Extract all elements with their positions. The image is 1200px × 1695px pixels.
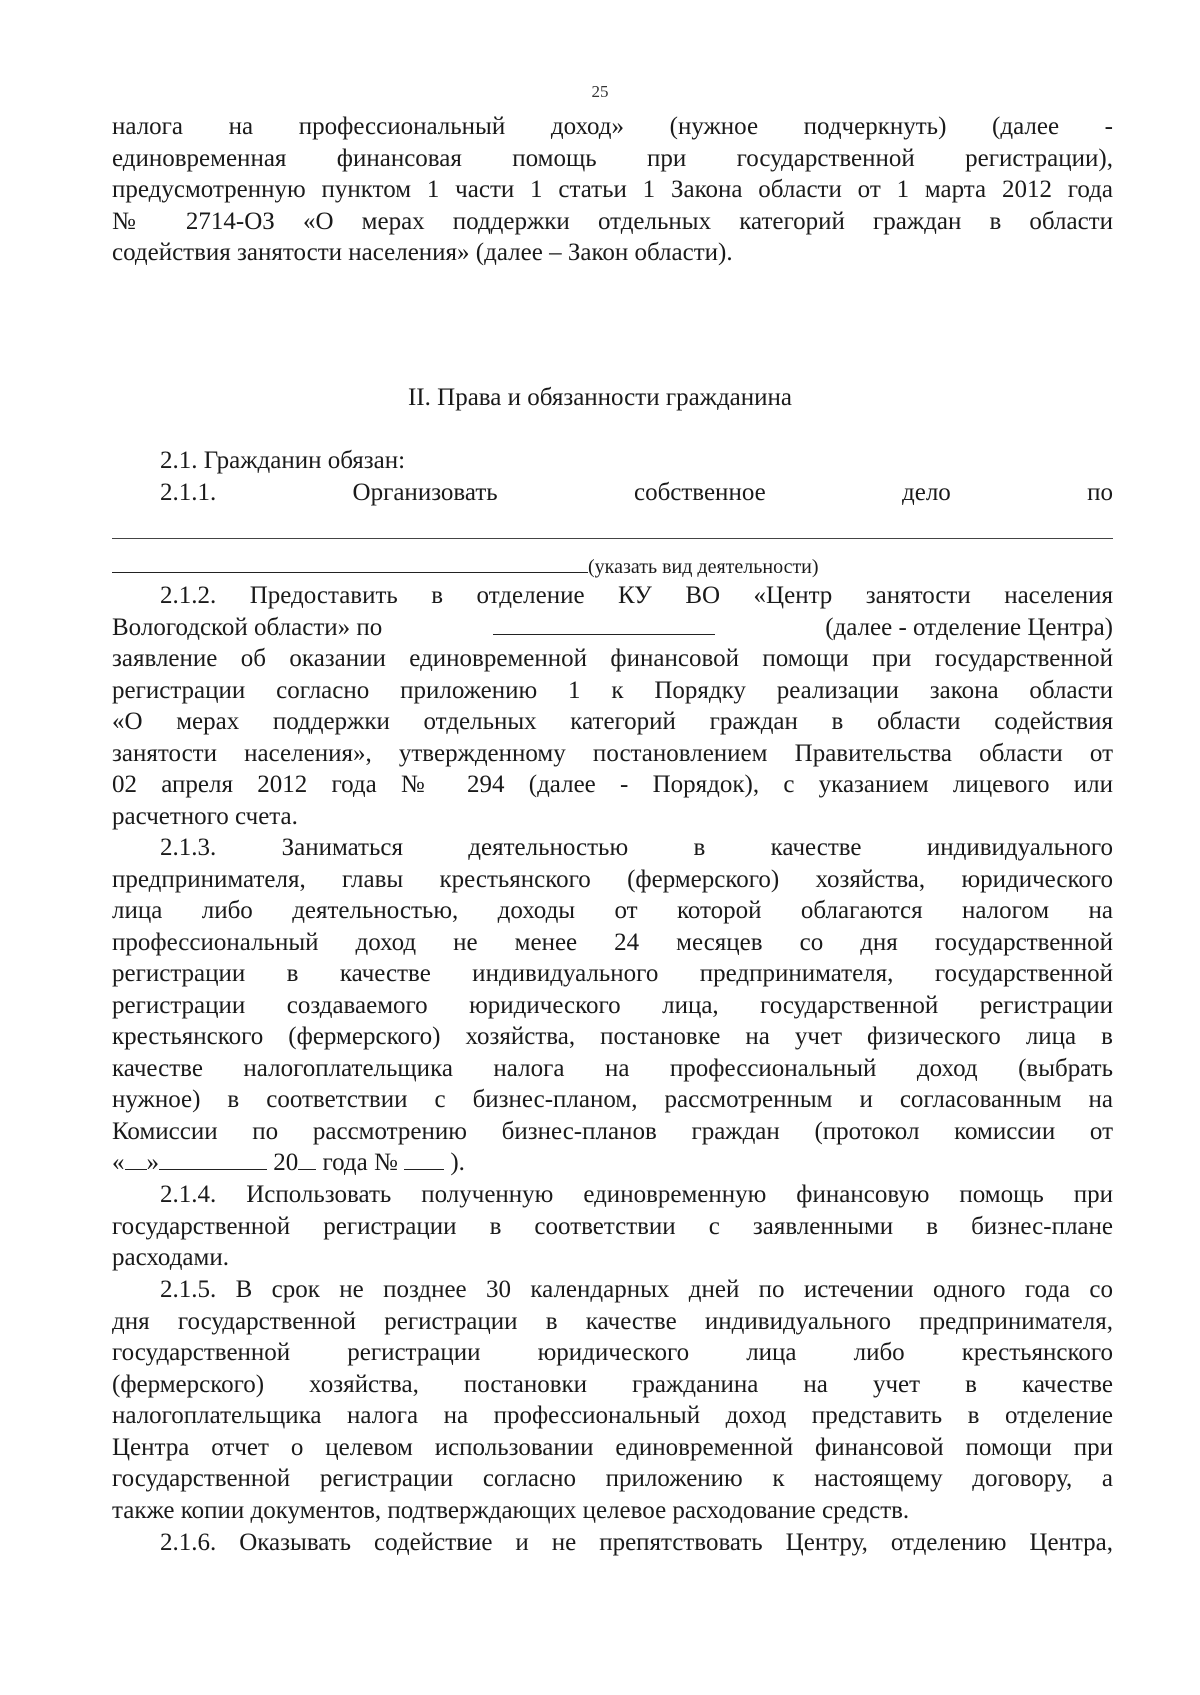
- text-line: государственной регистрации согласно приложению к настоящему договору, а: [112, 1465, 1113, 1492]
- text-fragment: Вологодской области» по: [112, 613, 383, 641]
- fill-in-blank: [159, 1147, 267, 1170]
- text-line: № 2714-ОЗ «О мерах поддержки отдельных категорий граждан в области: [112, 207, 1113, 235]
- clause-2-1-3: [112, 832, 1113, 1179]
- text-line: расчетного счета.: [112, 802, 298, 830]
- text-line: государственной регистрации юридического лица либо крестьянского: [112, 1339, 1113, 1366]
- text-line: 2.1.3. Заниматься деятельностью в качестве индивидуального: [160, 834, 1113, 861]
- clause-2-1-2: [112, 580, 1113, 832]
- text-line: «О мерах поддержки отдельных категорий граждан в области содействия: [112, 708, 1113, 735]
- text-line: предпринимателя, главы крестьянского (фермерского) хозяйства, юридического: [112, 865, 1113, 893]
- clause-2-1: [112, 445, 1113, 508]
- text-line: 2.1.6. Оказывать содействие и не препятствовать Центру, отделению Центра,: [160, 1529, 1113, 1556]
- text-fragment: (далее - отделение Центра): [825, 613, 1113, 641]
- text-line: 2.1.2. Предоставить в отделение КУ ВО «Центр занятости населения: [160, 582, 1113, 609]
- text-line: лица либо деятельностью, доходы от которой облагаются налогом на: [112, 897, 1113, 924]
- text-line: налога на профессиональный доход» (нужное подчеркнуть) (далее -: [112, 113, 1113, 140]
- text-line: содействия занятости населения» (далее – Закон области).: [112, 239, 733, 266]
- text-fragment: »: [146, 1149, 159, 1176]
- text-line: расходами.: [112, 1244, 229, 1271]
- fill-in-blank: [493, 612, 715, 635]
- clause-word: 2.1.1.: [160, 478, 217, 506]
- fill-in-blank: [125, 1147, 147, 1170]
- clause-2-1-4: [112, 1179, 1113, 1274]
- text-line: Центра отчет о целевом использовании единовременной финансовой помощи при: [112, 1433, 1113, 1461]
- text-line: качестве налогоплательщика налога на профессиональный доход (выбрать: [112, 1054, 1113, 1082]
- clause-2-1-6: [112, 1527, 1113, 1559]
- fill-in-blank: [298, 1147, 316, 1170]
- text-line: профессиональный доход не менее 24 месяцев со дня государственной: [112, 928, 1113, 956]
- text-line: заявление об оказании единовременной финансовой помощи при государственной: [112, 645, 1113, 672]
- clause-text: 2.1. Гражданин обязан:: [160, 447, 406, 474]
- text-line: налогоплательщика налога на профессиональный доход представить в отделение: [112, 1402, 1113, 1429]
- protocol-date-line: [112, 1147, 1113, 1179]
- section-heading: II. Права и обязанности гражданина: [407, 384, 793, 411]
- text-line: занятости населения», утвержденному постановлением Правительства области от: [112, 739, 1113, 767]
- text-line: (фермерского) хозяйства, постановки гражданина на учет в качестве: [112, 1370, 1113, 1398]
- text-line: предусмотренную пунктом 1 части 1 статьи 1 Закона области от 1 марта 2012 года: [112, 176, 1113, 203]
- clause-word: дело: [902, 478, 951, 506]
- clause-2-1-1: [112, 477, 1113, 509]
- text-fragment: года №: [322, 1149, 398, 1176]
- clause-word: Организовать: [352, 478, 498, 506]
- fill-in-line: [112, 538, 1113, 539]
- text-line: регистрации создаваемого юридического лица, государственной регистрации: [112, 991, 1113, 1019]
- text-line: крестьянского (фермерского) хозяйства, постановке на учет физического лица в: [112, 1023, 1113, 1050]
- text-line: регистрации в качестве индивидуального предпринимателя, государственной: [112, 960, 1113, 987]
- text-fragment: ).: [450, 1149, 465, 1176]
- clause-2-1-5: [112, 1274, 1113, 1526]
- activity-hint: (указать вид деятельности): [588, 556, 819, 578]
- fill-in-blank: [112, 550, 588, 573]
- text-line: государственной регистрации в соответствии с заявленными в бизнес-плане: [112, 1212, 1113, 1240]
- clause-word: собственное: [633, 478, 766, 506]
- text-line: регистрации согласно приложению 1 к Порядку реализации закона области: [112, 676, 1113, 704]
- text-line: 2.1.4. Использовать полученную единовременную финансовую помощь при: [160, 1181, 1113, 1208]
- fill-in-blank: [404, 1147, 444, 1170]
- text-line: дня государственной регистрации в качестве индивидуального предпринимателя,: [112, 1307, 1113, 1335]
- activity-line: [112, 550, 1113, 582]
- intro-paragraph: [112, 111, 1113, 269]
- text-line: нужное) в соответствии с бизнес-планом, рассмотренным и согласованным на: [112, 1086, 1113, 1113]
- page-number: 25: [591, 82, 609, 101]
- text-line: Комиссии по рассмотрению бизнес-планов граждан (протокол комиссии от: [112, 1117, 1113, 1145]
- text-line: единовременная финансовая помощь при государственной регистрации),: [112, 144, 1113, 172]
- text-line: 02 апреля 2012 года № 294 (далее - Порядок), с указанием лицевого или: [112, 771, 1113, 798]
- text-fragment: «: [112, 1149, 125, 1176]
- text-line: [112, 612, 1113, 644]
- text-fragment: 20: [273, 1149, 299, 1176]
- text-line: 2.1.5. В срок не позднее 30 календарных дней по истечении одного года со: [160, 1276, 1113, 1303]
- text-line: также копии документов, подтверждающих целевое расходование средств.: [112, 1496, 910, 1524]
- clause-word: по: [1087, 478, 1113, 506]
